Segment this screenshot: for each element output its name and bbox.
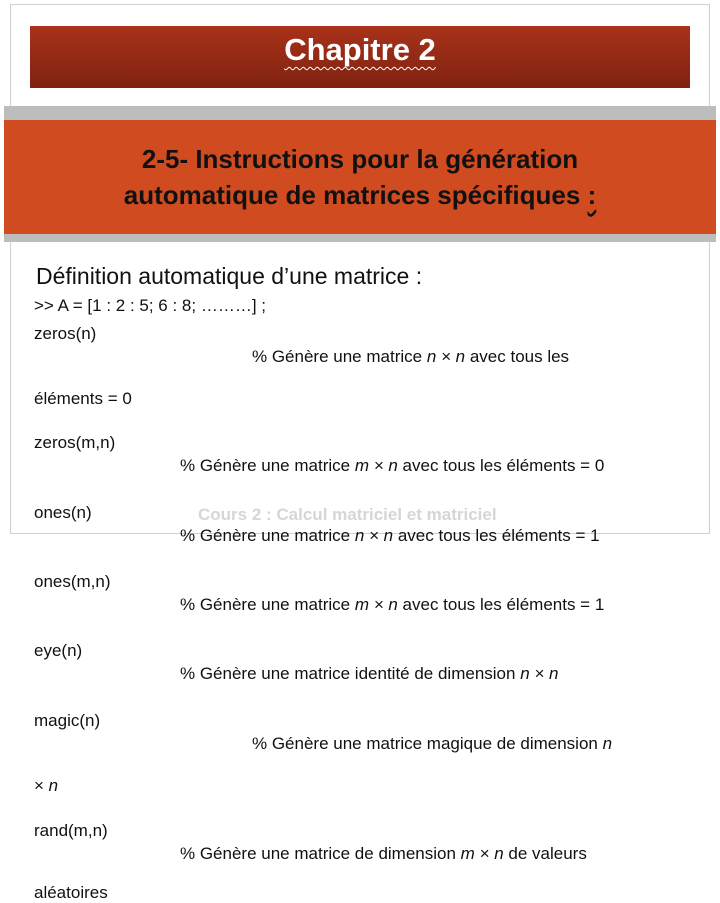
section-title-line2: automatique de matrices spécifiques [123, 180, 588, 210]
section-title [0, 141, 720, 213]
command-ones-mn: ones(m,n) [34, 572, 111, 591]
code-example: >> A = [1 : 2 : 5; 6 : 8; ………] ; [34, 296, 266, 315]
section-title-line1: 2-5- Instructions pour la génération [141, 144, 579, 174]
description-magic-n-wrap: × n [34, 776, 59, 795]
intro-text: Définition automatique d’une matrice : [36, 263, 423, 289]
description-magic-n: % Génère une matrice magique de dimension n [252, 734, 613, 753]
command-zeros-n: zeros(n) [34, 324, 97, 343]
description-ones-mn: % Génère une matrice m × n avec tous les éléments = 1 [180, 595, 605, 614]
command-zeros-mn: zeros(m,n) [34, 433, 116, 452]
description-rand-mn: % Génère une matrice de dimension m × n de valeurs [180, 844, 587, 863]
band-stripe-top [4, 106, 716, 120]
section-title-colon: : [587, 180, 597, 210]
band-stripe-bottom [4, 234, 716, 242]
description-zeros-n-wrap: éléments = 0 [34, 389, 132, 408]
chapter-header-band [30, 26, 690, 88]
footer-text: Cours 2 : Calcul matriciel et matriciel [198, 505, 497, 524]
command-rand-mn: rand(m,n) [34, 821, 108, 840]
description-ones-n: % Génère une matrice n × n avec tous les éléments = 1 [180, 526, 600, 545]
description-zeros-mn: % Génère une matrice m × n avec tous les éléments = 0 [180, 456, 605, 475]
description-eye-n: % Génère une matrice identité de dimension n × n [180, 664, 559, 683]
command-magic-n: magic(n) [34, 711, 101, 730]
description-rand-mn-wrap: aléatoires [34, 883, 108, 902]
chapter-title: Chapitre 2 [284, 32, 436, 67]
command-eye-n: eye(n) [34, 641, 83, 660]
command-ones-n: ones(n) [34, 503, 92, 522]
description-zeros-n: % Génère une matrice n × n avec tous les [252, 347, 570, 366]
